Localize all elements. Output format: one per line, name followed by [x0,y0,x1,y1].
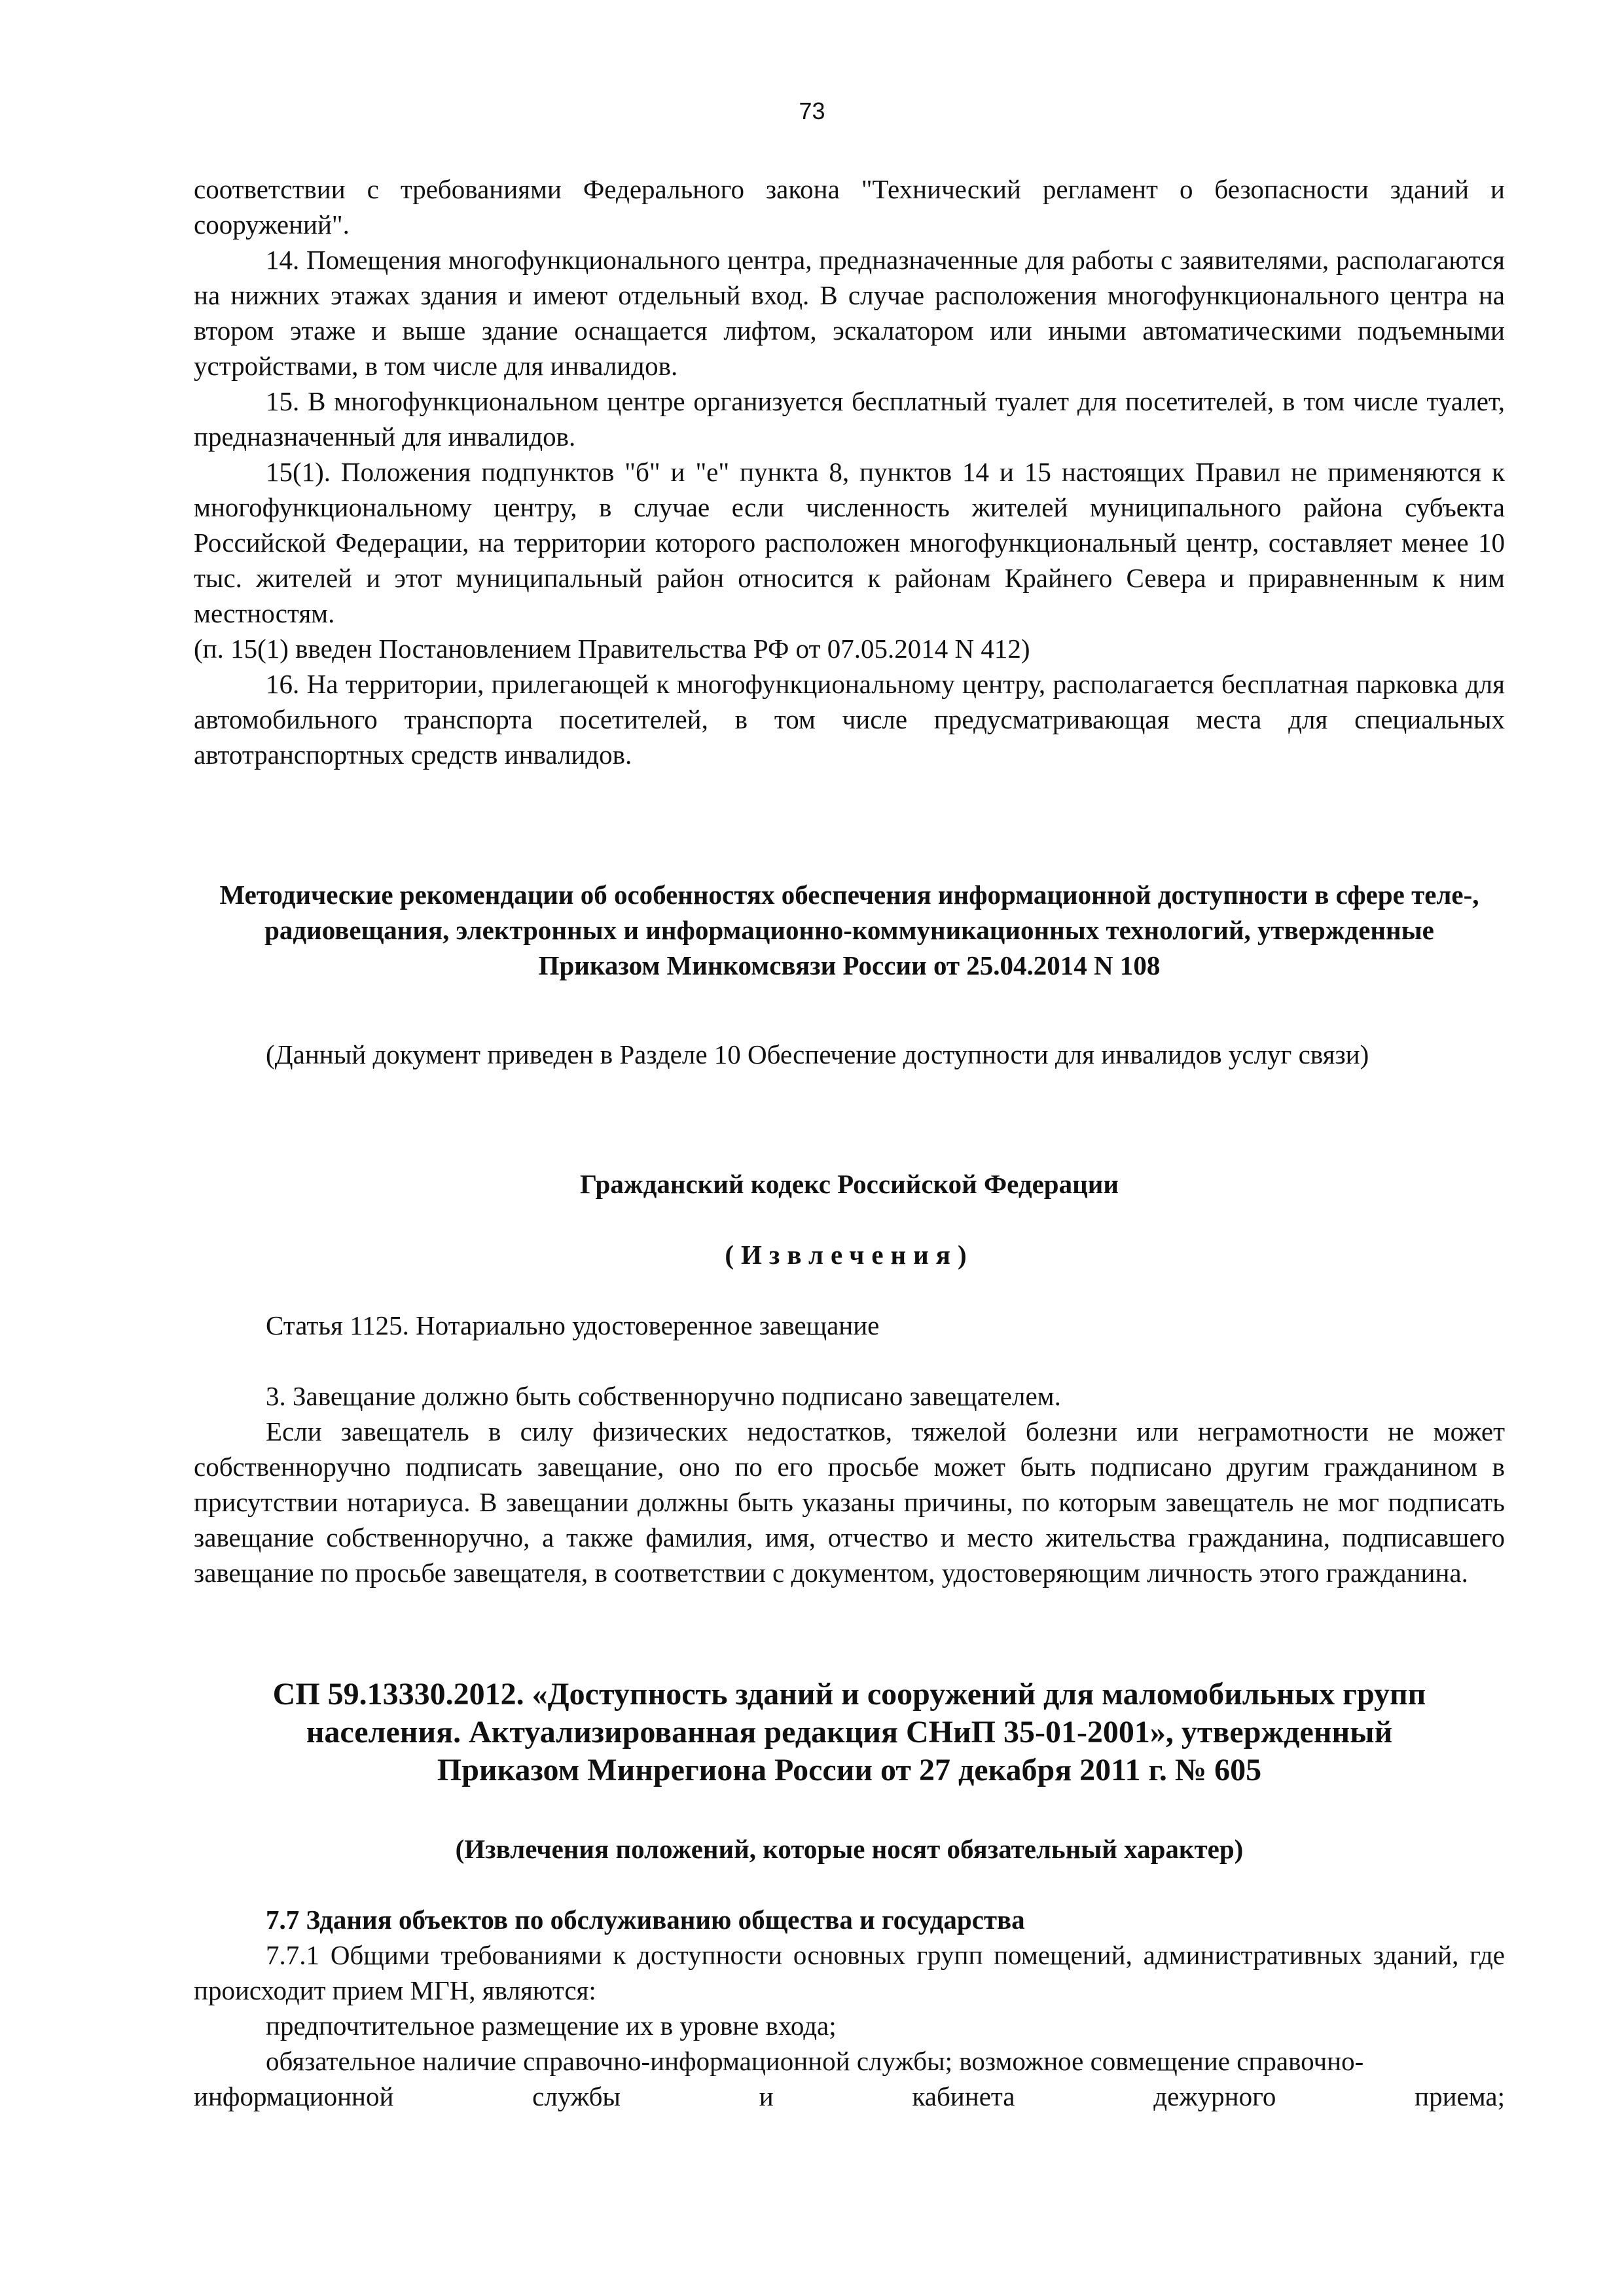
list-item: обязательное наличие справочно-информационной службы; возможное совмещение справочно- [266,2046,1364,2076]
paragraph-16: 16. На территории, прилегающей к многофункциональному центру, располагается бесплатная парковка для автомобильного транспорта посетителей, в том числе предусматривающая места для специальных автотранспортных средств инвалидов. [194,669,1505,770]
paragraph-intro: соответствии с требованиями Федерального закона "Технический регламент о безопасности зданий и сооружений". [194,174,1505,240]
extracts-label: (Извлечения) [725,1240,974,1270]
subsection-heading: 7.7 Здания объектов по обслуживанию общества и государства [266,1905,1025,1935]
page-number: 73 [799,98,825,124]
paragraph-15: 15. В многофункциональном центре организуется бесплатный туалет для посетителей, в том числе туалет, предназначенный для инвалидов. [194,386,1505,452]
paragraph-15-1: 15(1). Положения подпунктов "б" и "е" пункта 8, пунктов 14 и 15 настоящих Правил не применяются к многофункциональному центру, в случае если численность жителей муниципального района субъекта Российской Федерации, на территории которого расположен многофункциональный центр, составляет менее 10 тыс. жителей и этот муниципальный район относится к районам Крайнего Севера и приравненным к ним местностям. [194,457,1505,628]
list-item-continuation: информационной службы и кабинета дежурного приема; [194,2081,1505,2111]
paragraph-3: 3. Завещание должно быть собственноручно подписано завещателем. [266,1381,1061,1411]
section-title-civil-code: Гражданский кодекс Российской Федерации [580,1169,1119,1199]
article-title: Статья 1125. Нотариально удостоверенное завещание [266,1310,880,1340]
amendment-note: (п. 15(1) введен Постановлением Правительства РФ от 07.05.2014 N 412) [194,634,1030,664]
section-title-minkomsvyaz: Методические рекомендации об особенностях обеспечения информационной доступности в сфере теле-, радиовещания, электронных и информационно-коммуникационных технологий, утвержденные Приказом Минкомсвязи России от 25.04.2014 N 108 [219,880,1479,980]
paragraph-14: 14. Помещения многофункционального центра, предназначенные для работы с заявителями, располагаются на нижних этажах здания и имеют отдельный вход. В случае расположения многофункционального центра на втором этаже и выше здание оснащается лифтом, эскалатором или иными автоматическими подъемными устройствами, в том числе для инвалидов. [194,245,1505,381]
section-note: (Данный документ приведен в Разделе 10 Обеспечение доступности для инвалидов услуг связи) [266,1039,1369,1069]
section-title-sp: СП 59.13330.2012. «Доступность зданий и сооружений для маломобильных групп населения. Актуализированная редакция СНиП 35-01-2001», утвержденный Приказом Минрегиона России от 27 декабря 2011 г. № 605 [272,1677,1426,1787]
paragraph-testator: Если завещатель в силу физических недостатков, тяжелой болезни или неграмотности не может собственноручно подписать завещание, оно по его просьбе может быть подписано другим гражданином в присутствии нотариуса. В завещании должны быть указаны причины, по которым завещатель не мог подписать завещание собственноручно, а также фамилия, имя, отчество и место жительства гражданина, подписавшего завещание по просьбе завещателя, в соответствии с документом, удостоверяющим личность этого гражданина. [194,1416,1505,1588]
paragraph-7-7-1: 7.7.1 Общими требованиями к доступности основных групп помещений, административных зданий, где происходит прием МГН, являются: [194,1940,1505,2005]
extracts-mandatory-label: (Извлечения положений, которые носят обязательный характер) [455,1834,1244,1864]
list-item: предпочтительное размещение их в уровне входа; [266,2011,837,2041]
